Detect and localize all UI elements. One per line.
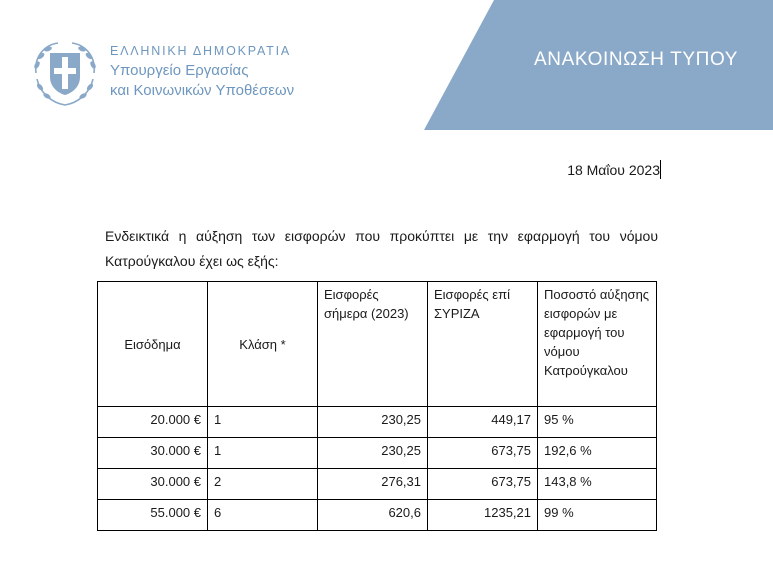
cell-class: 1	[208, 407, 318, 438]
header-current-contributions: Εισφορές σήμερα (2023)	[318, 282, 428, 407]
ministry-name	[110, 44, 294, 99]
header-income: Εισόδημα	[98, 282, 208, 407]
cell-current: 230,25	[318, 407, 428, 438]
cell-syriza: 673,75	[428, 438, 538, 469]
cell-current: 230,25	[318, 438, 428, 469]
cell-increase: 95 %	[538, 407, 657, 438]
cell-class: 1	[208, 438, 318, 469]
ministry-line-2: Υπουργείο Εργασίας	[110, 62, 249, 79]
intro-paragraph: Ενδεικτικά η αύξηση των εισφορών που προκύπτει με την εφαρμογή του νόμου Κατρούγκαλου έχει ως εξής:	[105, 228, 658, 269]
header-class: Κλάση *	[208, 282, 318, 407]
cell-income: 30.000 €	[98, 438, 208, 469]
ministry-line-1: ΕΛΛΗΝΙΚΗ ΔΗΜΟΚΡΑΤΙΑ	[110, 44, 292, 58]
cell-class: 6	[208, 500, 318, 531]
ministry-line-3: και Κοινωνικών Υποθέσεων	[110, 82, 295, 99]
cell-class: 2	[208, 469, 318, 500]
cell-current: 276,31	[318, 469, 428, 500]
table-header-row	[98, 282, 657, 407]
contributions-table	[97, 281, 657, 531]
cell-income: 55.000 €	[98, 500, 208, 531]
cell-current: 620,6	[318, 500, 428, 531]
header-increase-percentage: Ποσοστό αύξησης εισφορών με εφαρμογή του νόμου Κατρούγκαλου	[538, 282, 657, 407]
hellenic-coat-of-arms-icon	[28, 37, 102, 109]
press-release-banner	[424, 0, 773, 130]
table-row	[98, 407, 657, 438]
cell-syriza: 673,75	[428, 469, 538, 500]
cell-increase: 99 %	[538, 500, 657, 531]
cell-income: 20.000 €	[98, 407, 208, 438]
press-release-title: ΑΝΑΚΟΙΝΩΣΗ ΤΥΠΟΥ	[534, 49, 738, 70]
header-syriza-contributions: Εισφορές επί ΣΥΡΙΖΑ	[428, 282, 538, 407]
cell-increase: 143,8 %	[538, 469, 657, 500]
table-row	[98, 469, 657, 500]
cell-syriza: 1235,21	[428, 500, 538, 531]
table-row	[98, 500, 657, 531]
cell-income: 30.000 €	[98, 469, 208, 500]
text-cursor	[660, 160, 661, 179]
document-date: 18 Μαΐου 2023	[567, 162, 660, 178]
table-row	[98, 438, 657, 469]
cell-syriza: 449,17	[428, 407, 538, 438]
cell-increase: 192,6 %	[538, 438, 657, 469]
